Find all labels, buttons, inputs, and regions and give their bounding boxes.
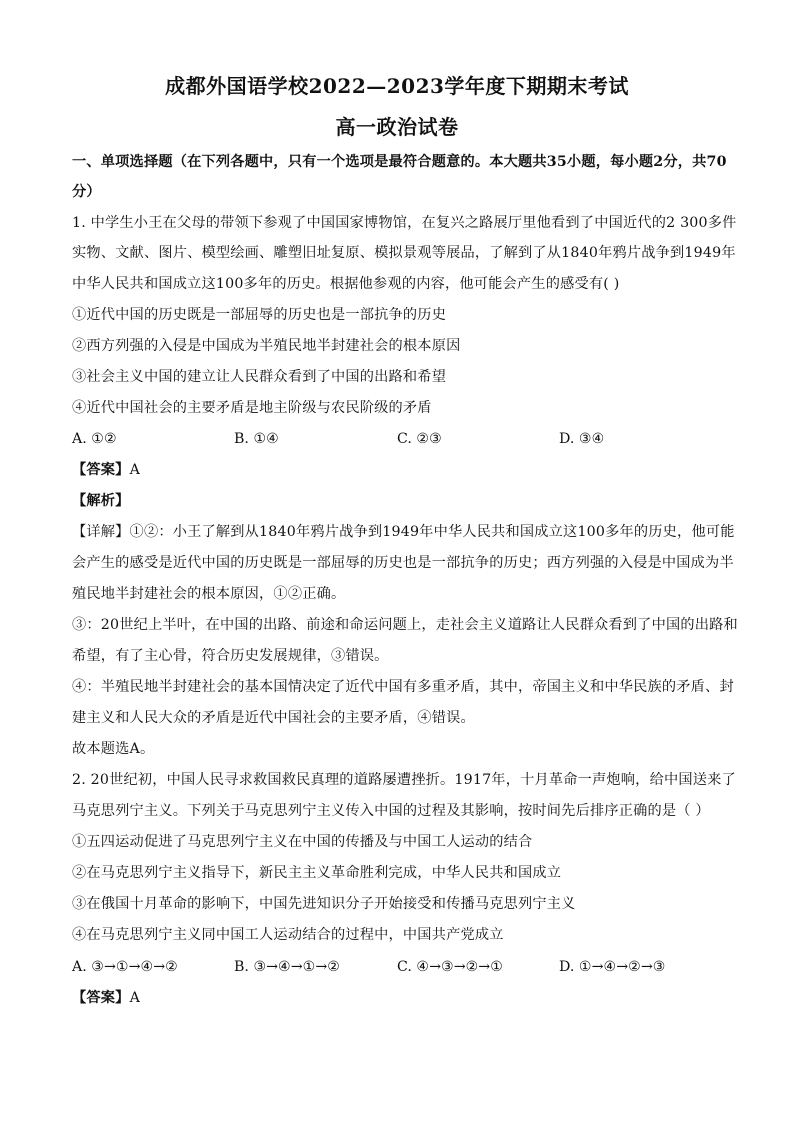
q1-stem-line: 实物、文献、图片、模型绘画、雕塑旧址复原、模拟景观等展品，了解到了从1840年鸦片战争到1949年 [72,245,736,261]
section-heading-line2: 分） [72,184,101,200]
answer-value: A [129,990,141,1006]
q1-stem-line: 中华人民共和国成立这100多年的历史。根据他参观的内容，他可能会产生的感受有( ) [72,276,620,292]
q2-item: ②在马克思列宁主义指导下，新民主主义革命胜利完成，中华人民共和国成立 [72,865,562,881]
answer-label: 【答案】 [72,990,130,1006]
q1-detail-line: 建主义和人民大众的矛盾是近代中国社会的主要矛盾，④错误。 [72,710,475,726]
q2-option-c: C. ④→③→②→① [397,959,503,975]
q1-item: ③社会主义中国的建立让人民群众看到了中国的出路和希望 [72,369,447,385]
q2-option-a: A. ③→①→④→② [72,959,178,975]
q1-detail-line: 故本题选A。 [72,741,155,757]
q1-detail-line: ④：半殖民地半封建社会的基本国情决定了近代中国有多重矛盾，其中，帝国主义和中华民族的矛盾、封 [72,679,734,695]
q1-option-b: B. ①④ [234,431,279,447]
q1-detail-line: 【详解】①②：小王了解到从1840年鸦片战争到1949年中华人民共和国成立这100多年的历史，他可能 [72,524,735,540]
q1-option-c: C. ②③ [397,431,442,447]
q1-option-d: D. ③④ [559,431,605,447]
q1-option-a: A. ①② [72,431,117,447]
q2-stem-line: 马克思列宁主义。下列关于马克思列宁主义传入中国的过程及其影响，按时间先后排序正确的是（ ） [72,803,710,819]
q2-item: ④在马克思列宁主义同中国工人运动结合的过程中，中国共产党成立 [72,927,504,943]
q2-option-b: B. ③→④→①→② [234,959,340,975]
q1-item: ②西方列强的入侵是中国成为半殖民地半封建社会的根本原因 [72,338,461,354]
q2-item: ③在俄国十月革命的影响下，中国先进知识分子开始接受和传播马克思列宁主义 [72,896,576,912]
section-heading-line1: 一、单项选择题（在下列各题中，只有一个选项是最符合题意的。本大题共35小题，每小题2分，共70 [72,154,727,170]
exam-subtitle: 高一政治试卷 [335,115,459,139]
q1-options [72,429,732,449]
q1-item: ④近代中国社会的主要矛盾是地主阶级与农民阶级的矛盾 [72,400,432,416]
q1-detail-line: 殖民地半封建社会的根本原因，①②正确。 [72,586,346,602]
q1-answer [72,460,732,480]
q2-stem-line: 2. 20世纪初，中国人民寻求救国救民真理的道路屡遭挫折。1917年，十月革命一声炮响，给中国送来了 [72,772,736,788]
answer-label: 【答案】 [72,462,130,478]
q2-item: ①五四运动促进了马克思列宁主义在中国的传播及与中国工人运动的结合 [72,834,533,850]
q1-item: ①近代中国的历史既是一部屈辱的历史也是一部抗争的历史 [72,307,447,323]
answer-value: A [129,462,141,478]
q1-detail-line: 希望，有了主心骨，符合历史发展规律，③错误。 [72,648,389,664]
q1-stem-line: 1. 中学生小王在父母的带领下参观了中国国家博物馆，在复兴之路展厅里他看到了中国近代的2 300多件 [72,215,737,231]
q2-options [72,957,732,977]
q1-detail-line: ③：20世纪上半叶，在中国的出路、前途和命运问题上，走社会主义道路让人民群众看到了中国的出路和 [72,617,738,633]
exam-title: 成都外国语学校2022—2023学年度下期期末考试 [165,74,629,98]
q1-analysis-label: 【解析】 [72,493,130,509]
q2-answer [72,988,732,1008]
q2-option-d: D. ①→④→②→③ [559,959,666,975]
q1-detail-line: 会产生的感受是近代中国的历史既是一部屈辱的历史也是一部抗争的历史；西方列强的入侵是中国成为半 [72,555,734,571]
